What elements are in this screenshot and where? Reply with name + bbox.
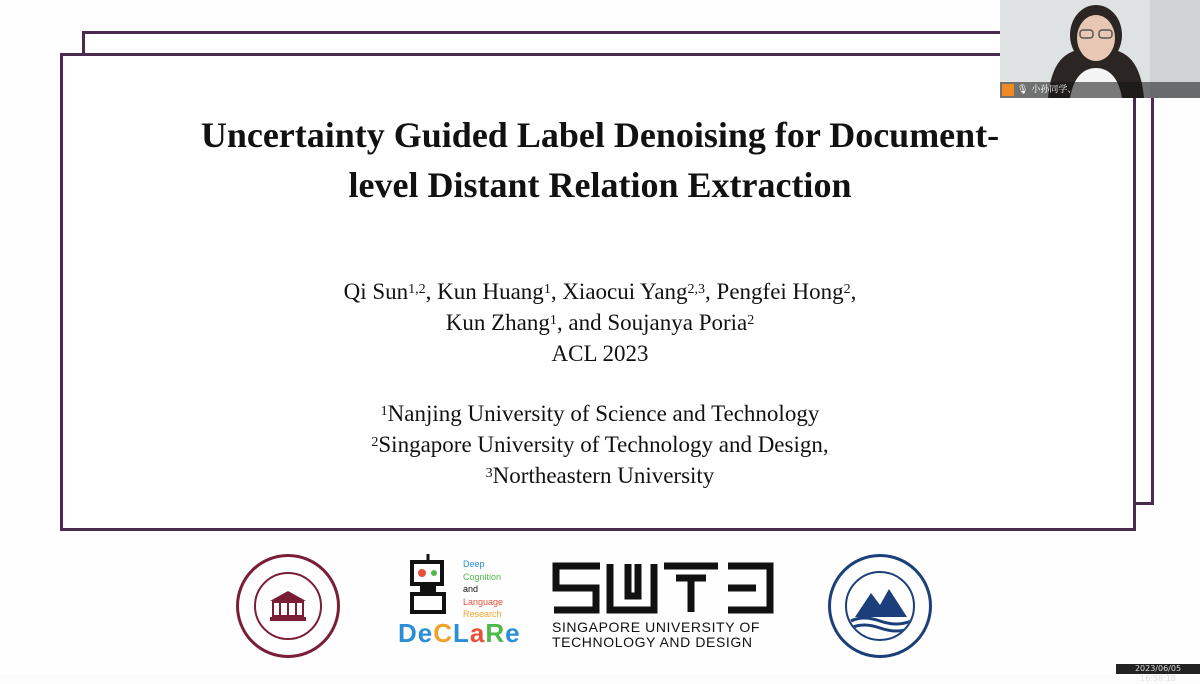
affiliation-sup: 1 xyxy=(380,404,388,419)
title-line-2: level Distant Relation Extraction xyxy=(348,165,852,205)
author-separator: , xyxy=(425,279,438,304)
declare-robot-icon xyxy=(408,554,458,616)
author-separator: , xyxy=(705,279,717,304)
declare-line: Language xyxy=(463,596,504,607)
participant-name: 小孙同学、 xyxy=(1031,85,1077,95)
host-badge-icon xyxy=(1002,84,1014,96)
author-name: Pengfei Hong xyxy=(716,279,844,304)
affiliation-sup: 2 xyxy=(371,435,379,450)
affiliation-name: Northeastern University xyxy=(492,463,715,488)
njust-seal-center xyxy=(254,572,322,640)
author-affil-sup: 2 xyxy=(747,313,755,328)
author-affil-sup: 2,3 xyxy=(687,282,706,297)
sutd-line-1: SINGAPORE UNIVERSITY OF xyxy=(552,619,761,635)
mountain-icon xyxy=(847,573,913,639)
affiliation-name: Singapore University of Technology and Design, xyxy=(378,432,829,457)
declare-letters: a xyxy=(469,618,486,648)
affiliation-item xyxy=(200,398,1000,429)
author-name: Kun Huang xyxy=(437,279,544,304)
declare-letters: C xyxy=(433,618,454,648)
participant-video-tile[interactable] xyxy=(1000,0,1200,98)
declare-letters: R xyxy=(485,618,506,648)
sutd-wordmark xyxy=(552,620,776,650)
declare-wordmark xyxy=(398,618,521,649)
affiliation-sup: 3 xyxy=(485,466,493,481)
author-separator: , xyxy=(550,279,563,304)
author-affil-sup: 1 xyxy=(549,313,557,328)
author-name: Qi Sun xyxy=(343,279,409,304)
venue: ACL 2023 xyxy=(551,341,649,366)
author-name: Kun Zhang xyxy=(445,310,550,335)
building-icon xyxy=(268,589,308,623)
neu-logo xyxy=(828,554,932,658)
author-list xyxy=(200,276,1000,369)
declare-letters: e xyxy=(505,618,521,648)
author-separator: , xyxy=(850,279,857,304)
declare-line: and xyxy=(463,584,479,594)
declare-line: Deep xyxy=(463,559,485,569)
affiliation-name: Nanjing University of Science and Technology xyxy=(387,401,820,426)
recording-timestamp: 2023/06/05 16:58:18 xyxy=(1116,664,1200,674)
slide-title xyxy=(100,110,1100,210)
affiliation-list xyxy=(200,398,1000,491)
declare-line: Cognition xyxy=(463,571,502,582)
author-line-1 xyxy=(200,276,1000,307)
declare-line: Research xyxy=(463,609,502,619)
neu-seal-center xyxy=(845,571,915,641)
sutd-mark-icon xyxy=(552,562,774,614)
author-affil-sup: 1,2 xyxy=(408,282,426,297)
author-separator: , and xyxy=(556,310,608,335)
title-line-1: Uncertainty Guided Label Denoising for Document- xyxy=(200,115,1000,155)
author-affil-sup: 2 xyxy=(843,282,851,297)
affiliation-item xyxy=(200,460,1000,491)
author-affil-sup: 1 xyxy=(543,282,551,297)
declare-letters: De xyxy=(398,618,434,648)
sutd-line-2: TECHNOLOGY AND DESIGN xyxy=(552,634,753,650)
njust-logo xyxy=(236,554,340,658)
declare-tagline xyxy=(463,558,503,621)
declare-letters: L xyxy=(453,618,470,648)
author-line-2 xyxy=(200,307,1000,338)
affiliation-item xyxy=(200,429,1000,460)
author-name: Xiaocui Yang xyxy=(562,279,688,304)
participant-name-bar xyxy=(1000,82,1200,98)
author-name: Soujanya Poria xyxy=(607,310,748,335)
mic-icon: 🎙 xyxy=(1017,85,1029,95)
